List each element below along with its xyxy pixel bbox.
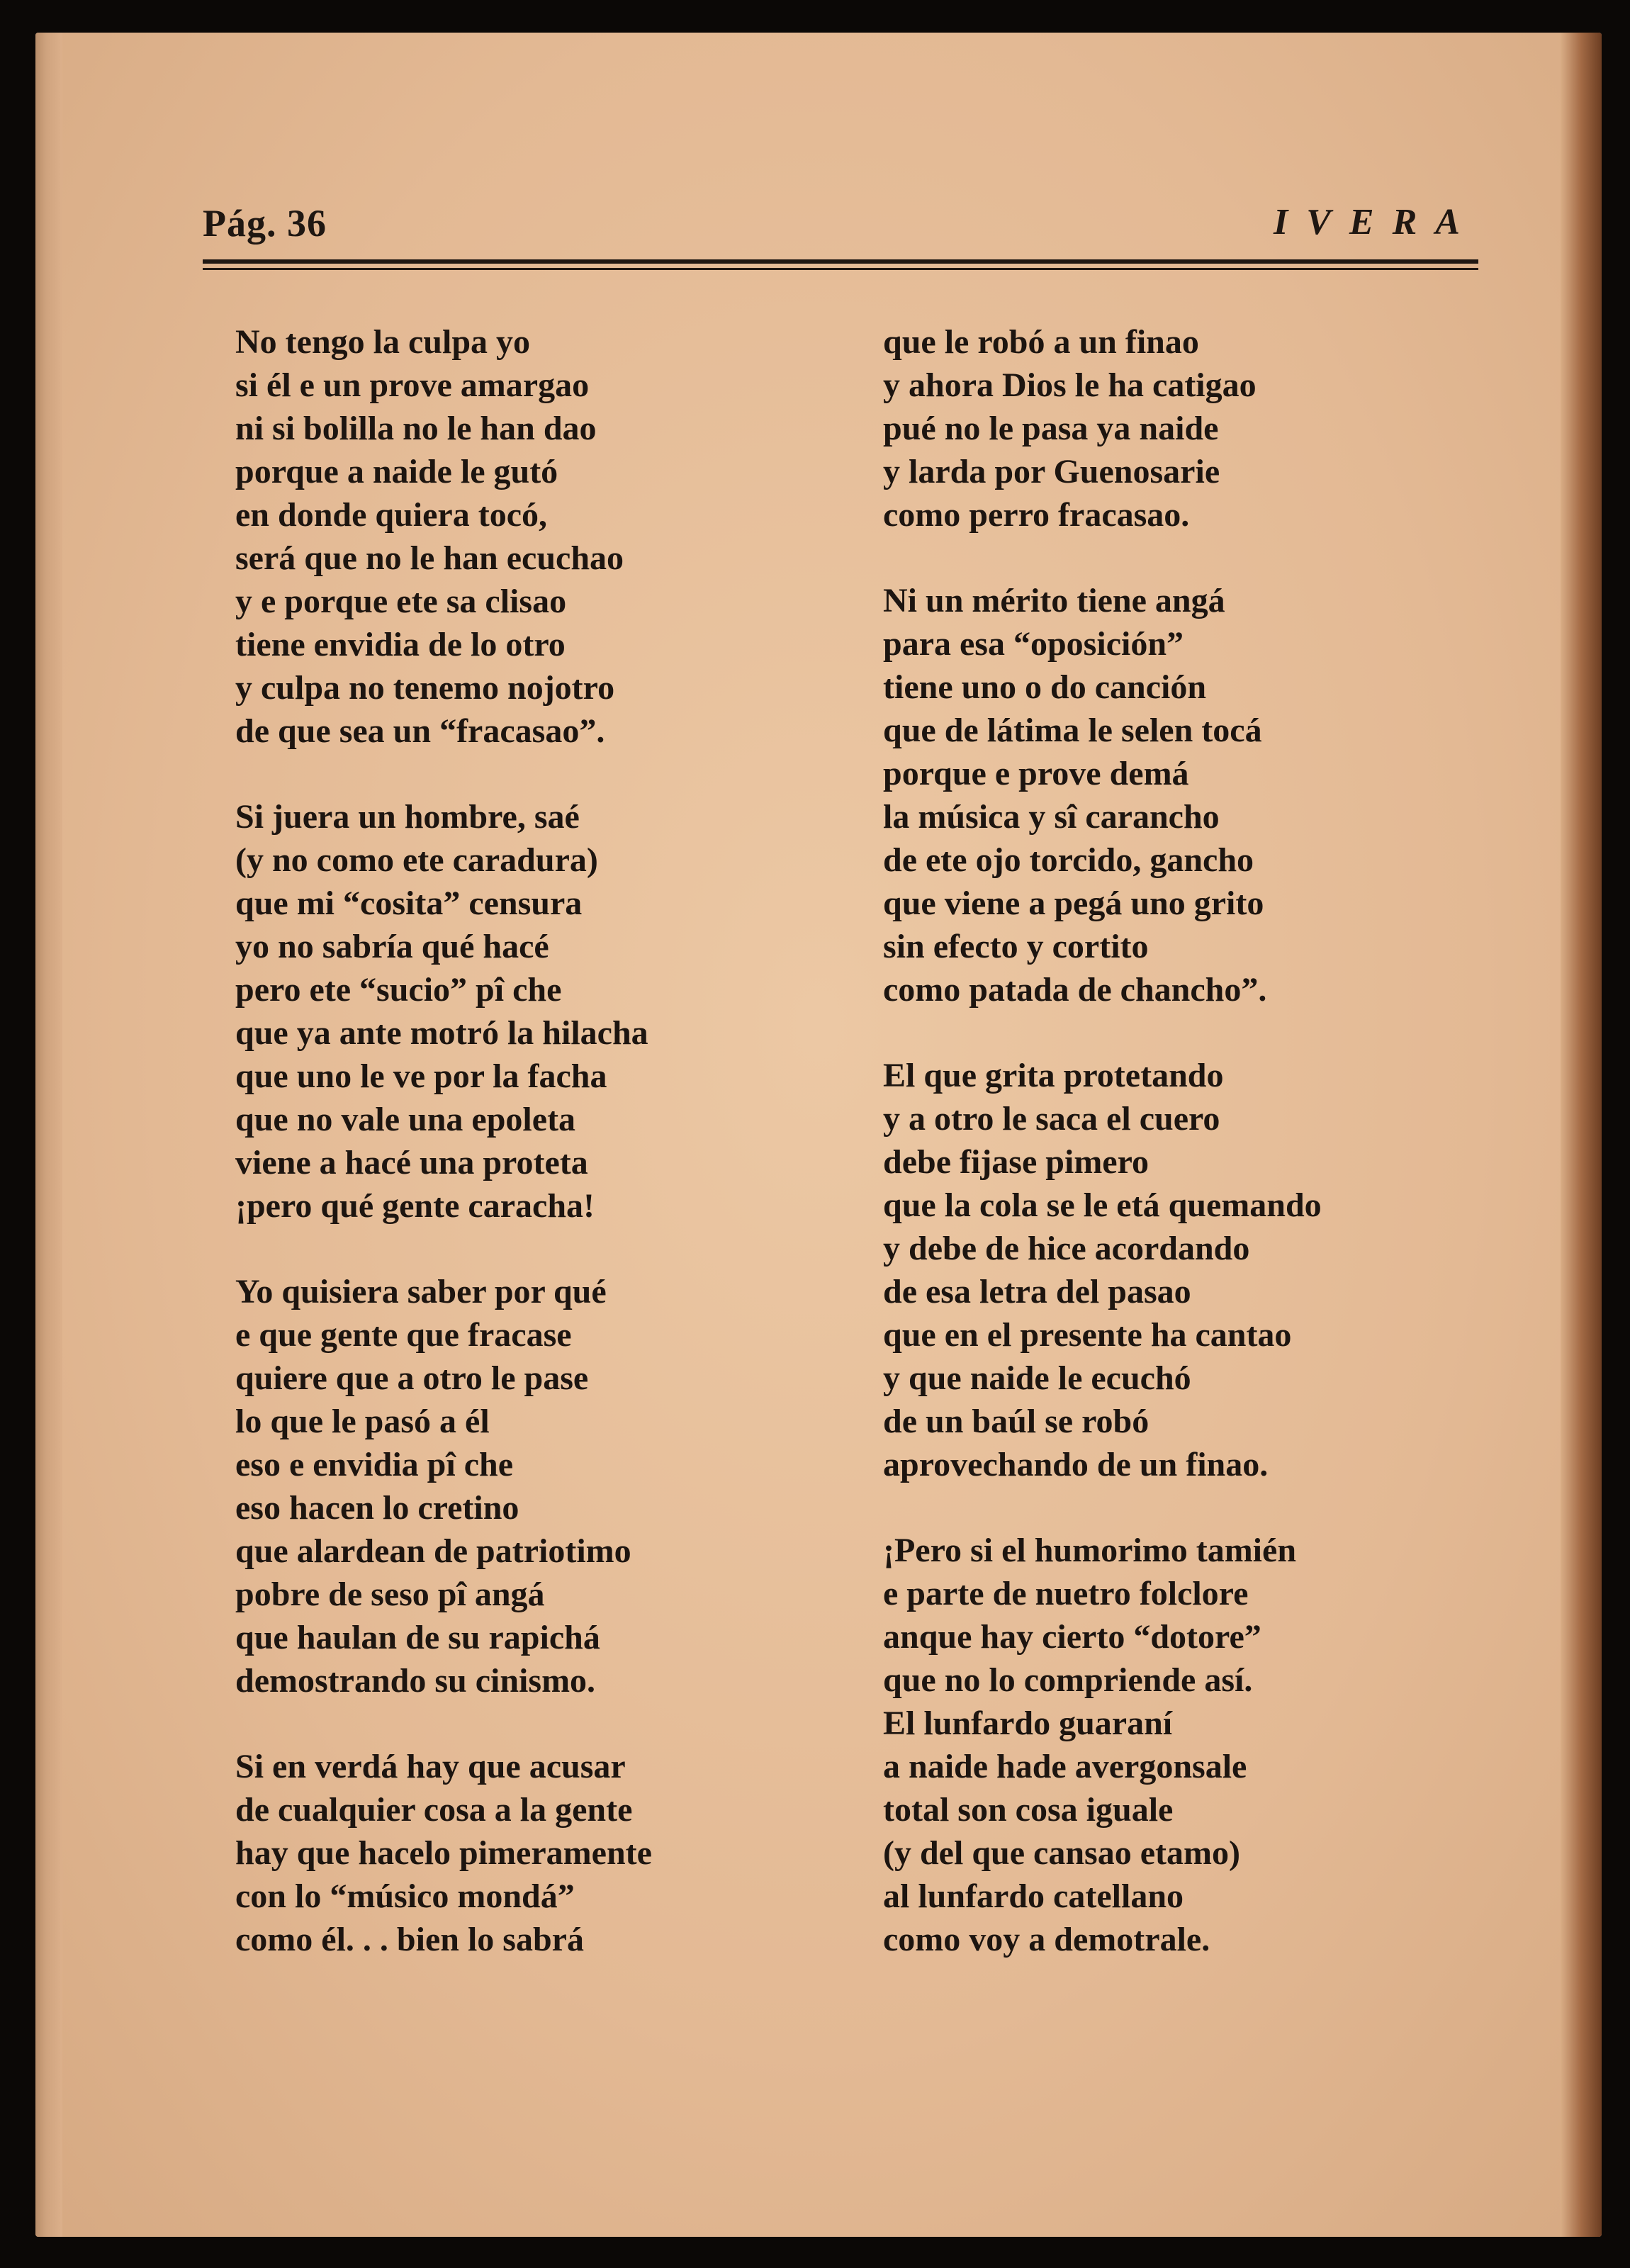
stanza: [883, 579, 1521, 1011]
poem-column-left: [235, 320, 845, 2004]
verse-line: al lunfardo catellano: [883, 1877, 1184, 1915]
verse-line: Yo quisiera saber por qué: [235, 1273, 607, 1310]
stanza: [235, 1745, 845, 1961]
header-rule-thin: [203, 268, 1478, 270]
verse-line: si él e un prove amargao: [235, 366, 590, 404]
verse-line: El lunfardo guaraní: [883, 1705, 1173, 1742]
stanza: [883, 320, 1521, 537]
verse-line: y a otro le saca el cuero: [883, 1100, 1220, 1138]
verse-line: que viene a pegá uno grito: [883, 885, 1264, 922]
verse-line: tiene uno o do canción: [883, 668, 1207, 706]
verse-line: aprovechando de un finao.: [883, 1446, 1269, 1483]
stanza: [235, 1270, 845, 1702]
verse-line: y culpa no tenemo nojotro: [235, 669, 615, 707]
journal-name: IVERA: [1274, 202, 1478, 242]
verse-line: de ete ojo torcido, gancho: [883, 841, 1254, 879]
scanned-page: [35, 33, 1602, 2237]
verse-line: Si en verdá hay que acusar: [235, 1748, 626, 1785]
verse-line: total son cosa iguale: [883, 1791, 1174, 1829]
verse-line: sin efecto y cortito: [883, 928, 1149, 965]
verse-line: ni si bolilla no le han dao: [235, 410, 597, 447]
stanza: [235, 795, 845, 1228]
verse-line: demostrando su cinismo.: [235, 1662, 596, 1700]
verse-line: No tengo la culpa yo: [235, 323, 531, 361]
verse-line: que uno le ve por la facha: [235, 1057, 607, 1095]
verse-line: ¡Pero si el humorimo tamién: [883, 1532, 1297, 1569]
verse-line: Si juera un hombre, saé: [235, 798, 580, 836]
verse-line: que no lo compriende así.: [883, 1661, 1253, 1699]
verse-line: y ahora Dios le ha catigao: [883, 366, 1257, 404]
verse-line: en donde quiera tocó,: [235, 496, 548, 534]
verse-line: yo no sabría qué hacé: [235, 928, 549, 965]
verse-line: lo que le pasó a él: [235, 1403, 490, 1440]
verse-line: de un baúl se robó: [883, 1403, 1150, 1440]
verse-line: pobre de seso pî angá: [235, 1576, 545, 1613]
verse-line: El que grita protetando: [883, 1057, 1224, 1094]
page-header: [203, 166, 1478, 245]
verse-line: que haulan de su rapichá: [235, 1619, 600, 1656]
verse-line: eso hacen lo cretino: [235, 1489, 519, 1527]
verse-line: que mi “cosita” censura: [235, 885, 583, 922]
verse-line: (y no como ete caradura): [235, 841, 598, 879]
page-number: Pág. 36: [203, 202, 327, 245]
header-rule-thick: [203, 259, 1478, 264]
verse-line: como él. . . bien lo sabrá: [235, 1921, 584, 1958]
stanza: [883, 1529, 1521, 1961]
verse-line: a naide hade avergonsale: [883, 1748, 1247, 1785]
verse-line: pué no le pasa ya naide: [883, 410, 1219, 447]
verse-line: que alardean de patriotimo: [235, 1532, 631, 1570]
verse-line: anque hay cierto “dotore”: [883, 1618, 1261, 1656]
verse-line: que no vale una epoleta: [235, 1101, 576, 1138]
verse-line: que la cola se le etá quemando: [883, 1186, 1322, 1224]
verse-line: viene a hacé una proteta: [235, 1144, 588, 1181]
stanza: [235, 320, 845, 753]
verse-line: y larda por Guenosarie: [883, 453, 1220, 490]
page-edge-right: [1561, 33, 1602, 2237]
verse-line: porque a naide le gutó: [235, 453, 558, 490]
verse-line: con lo “músico mondá”: [235, 1877, 575, 1915]
stanza: [883, 1054, 1521, 1486]
verse-line: eso e envidia pî che: [235, 1446, 513, 1483]
verse-line: porque e prove demá: [883, 755, 1189, 792]
verse-line: e parte de nuetro folclore: [883, 1575, 1249, 1612]
verse-line: que de látima le selen tocá: [883, 712, 1262, 749]
verse-line: quiere que a otro le pase: [235, 1359, 589, 1397]
verse-line: que ya ante motró la hilacha: [235, 1014, 648, 1052]
verse-line: de esa letra del pasao: [883, 1273, 1191, 1310]
verse-line: como patada de chancho”.: [883, 971, 1267, 1009]
verse-line: y e porque ete sa clisao: [235, 583, 567, 620]
verse-line: como perro fracasao.: [883, 496, 1190, 534]
verse-line: debe fijase pimero: [883, 1143, 1150, 1181]
verse-line: e que gente que fracase: [235, 1316, 572, 1354]
verse-line: tiene envidia de lo otro: [235, 626, 566, 663]
verse-line: hay que hacelo pimeramente: [235, 1834, 652, 1872]
verse-line: ¡pero qué gente caracha!: [235, 1187, 595, 1225]
verse-line: que en el presente ha cantao: [883, 1316, 1292, 1354]
verse-line: como voy a demotrale.: [883, 1921, 1210, 1958]
verse-line: para esa “oposición”: [883, 625, 1184, 663]
verse-line: pero ete “sucio” pî che: [235, 971, 562, 1009]
poem-column-right: [883, 320, 1521, 2004]
verse-line: la música y sî carancho: [883, 798, 1220, 836]
verse-line: será que no le han ecuchao: [235, 539, 624, 577]
verse-line: y debe de hice acordando: [883, 1230, 1250, 1267]
verse-line: de que sea un “fracasao”.: [235, 712, 605, 750]
page-edge-left: [35, 33, 62, 2237]
verse-line: (y del que cansao etamo): [883, 1834, 1240, 1872]
verse-line: Ni un mérito tiene angá: [883, 582, 1225, 619]
verse-line: y que naide le ecuchó: [883, 1359, 1191, 1397]
verse-line: de cualquier cosa a la gente: [235, 1791, 633, 1829]
verse-line: que le robó a un finao: [883, 323, 1199, 361]
